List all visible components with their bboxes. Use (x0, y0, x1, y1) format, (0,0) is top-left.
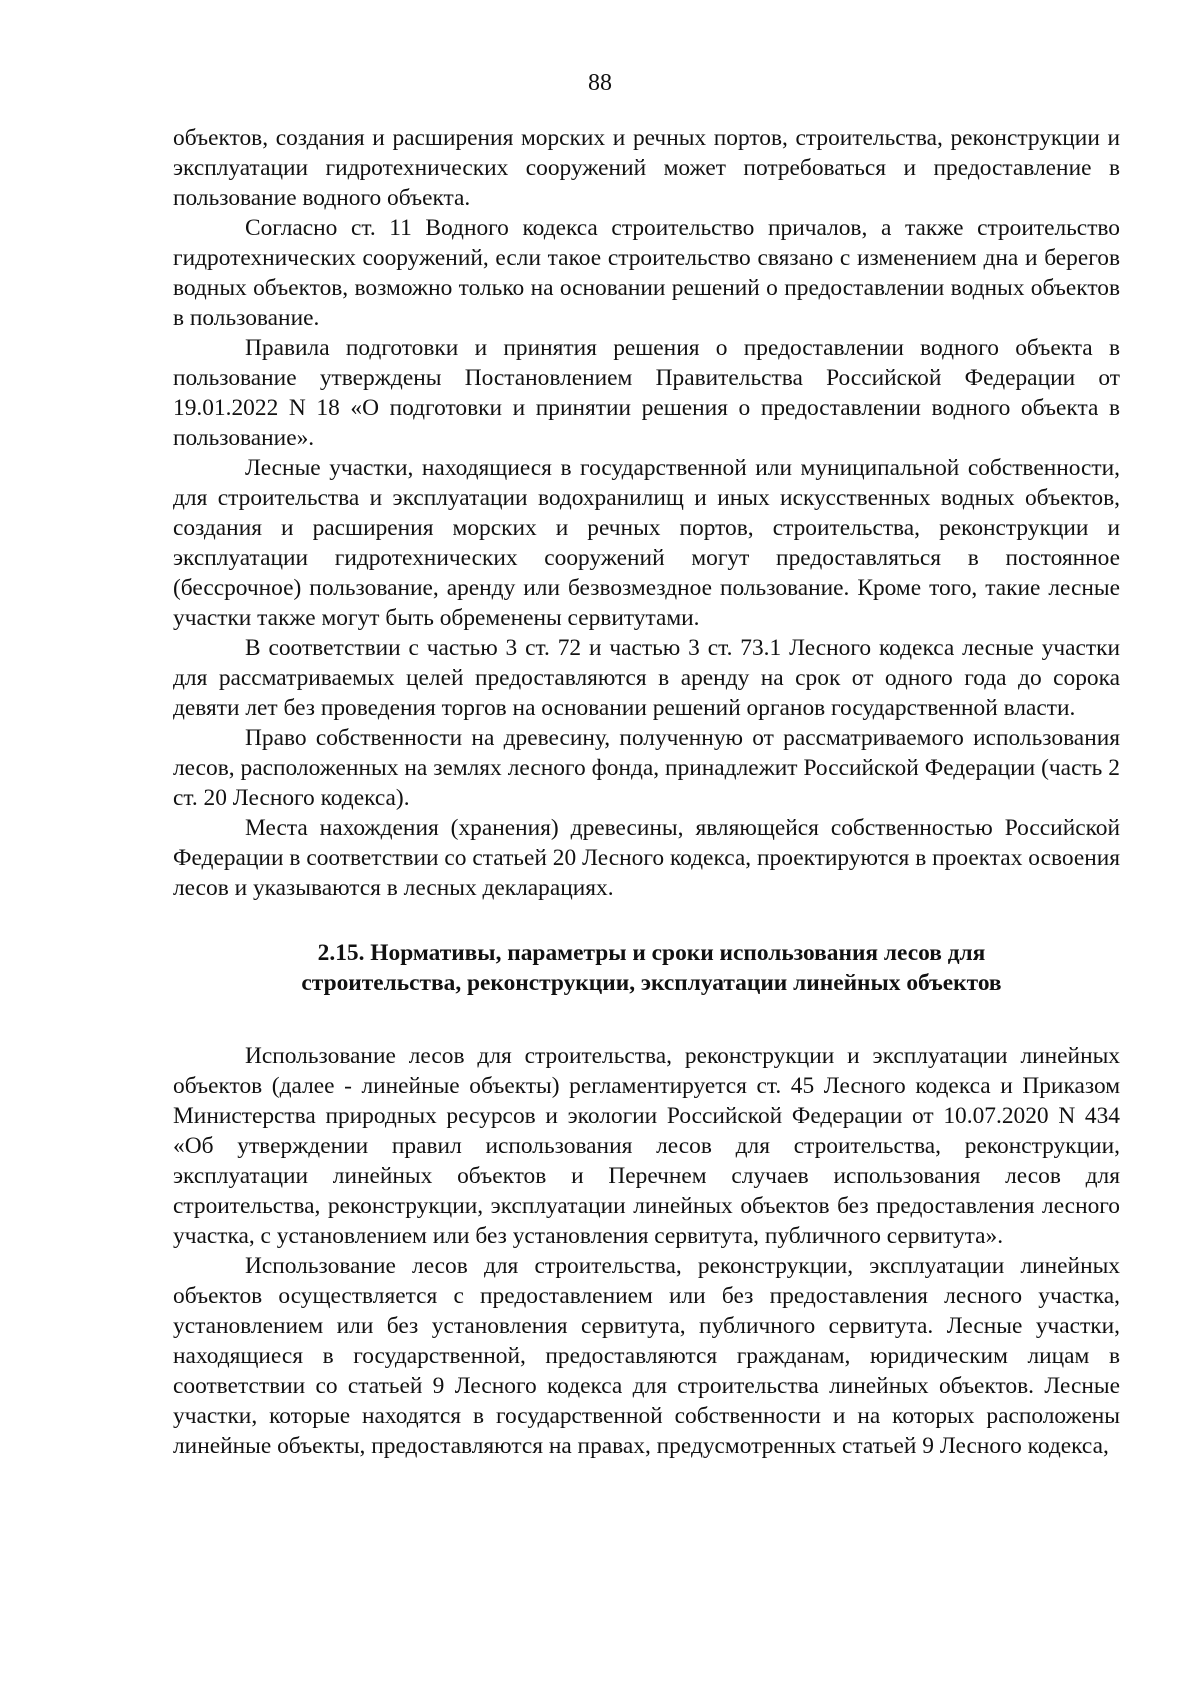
page-number: 88 (588, 70, 612, 96)
section-heading (173, 938, 1120, 998)
section-heading-line-1: 2.15. Нормативы, параметры и сроки использования лесов для (317, 940, 986, 966)
section-heading-line-2: строительства, реконструкции, эксплуатации линейных объектов (301, 970, 1002, 996)
paragraph: Места нахождения (хранения) древесины, являющейся собственностью Российской Федерации в соответствии со статьей 20 Лесного кодекса, проектируются в проектах освоения лесов и указываются в лесных декларациях. (173, 815, 1120, 901)
paragraph: Лесные участки, находящиеся в государственной или муниципальной собственности, для строительства и эксплуатации водохранилищ и иных искусственных водных объектов, создания и расширения морских и речных портов, строительства, реконструкции и эксплуатации гидротехнических сооружений могут предоставляться в постоянное (бессрочное) пользование, аренду или безвозмездное пользование. Кроме того, такие лесные участки также могут быть обременены сервитутами. (173, 455, 1120, 631)
paragraph: Правила подготовки и принятия решения о предоставлении водного объекта в пользование утверждены Постановлением Правительства Российской Федерации от 19.01.2022 N 18 «О подготовки и принятии решения о предоставлении водного объекта в пользование». (173, 335, 1120, 451)
paragraph: Право собственности на древесину, полученную от рассматриваемого использования лесов, расположенных на землях лесного фонда, принадлежит Российской Федерации (часть 2 ст. 20 Лесного кодекса). (173, 725, 1120, 811)
paragraph: объектов, создания и расширения морских и речных портов, строительства, реконструкции и эксплуатации гидротехнических сооружений может потребоваться и предоставление в пользование водного объекта. (173, 125, 1120, 211)
paragraph: В соответствии с частью 3 ст. 72 и частью 3 ст. 73.1 Лесного кодекса лесные участки для рассматриваемых целей предоставляются в аренду на срок от одного года до сорока девяти лет без проведения торгов на основании решений органов государственной власти. (173, 635, 1120, 721)
document-body (173, 123, 1120, 1461)
paragraph: Использование лесов для строительства, реконструкции, эксплуатации линейных объектов осуществляется с предоставлением или без предоставления лесного участка, установлением или без установления сервитута, публичного сервитута. Лесные участки, находящиеся в государственной, предоставляются гражданам, юридическим лицам в соответствии со статьей 9 Лесного кодекса для строительства линейных объектов. Лесные участки, которые находятся в государственной собственности и на которых расположены линейные объекты, предоставляются на правах, предусмотренных статьей 9 Лесного кодекса, (173, 1253, 1120, 1459)
paragraph: Использование лесов для строительства, реконструкции и эксплуатации линейных объектов (далее - линейные объекты) регламентируется ст. 45 Лесного кодекса и Приказом Министерства природных ресурсов и экологии Российской Федерации от 10.07.2020 N 434 «Об утверждении правил использования лесов для строительства, реконструкции, эксплуатации линейных объектов и Перечнем случаев использования лесов для строительства, реконструкции, эксплуатации линейных объектов без предоставления лесного участка, с установлением или без установления сервитута, публичного сервитута». (173, 1043, 1120, 1249)
paragraph: Согласно ст. 11 Водного кодекса строительство причалов, а также строительство гидротехнических сооружений, если такое строительство связано с изменением дна и берегов водных объектов, возможно только на основании решений о предоставлении водных объектов в пользование. (173, 215, 1120, 331)
